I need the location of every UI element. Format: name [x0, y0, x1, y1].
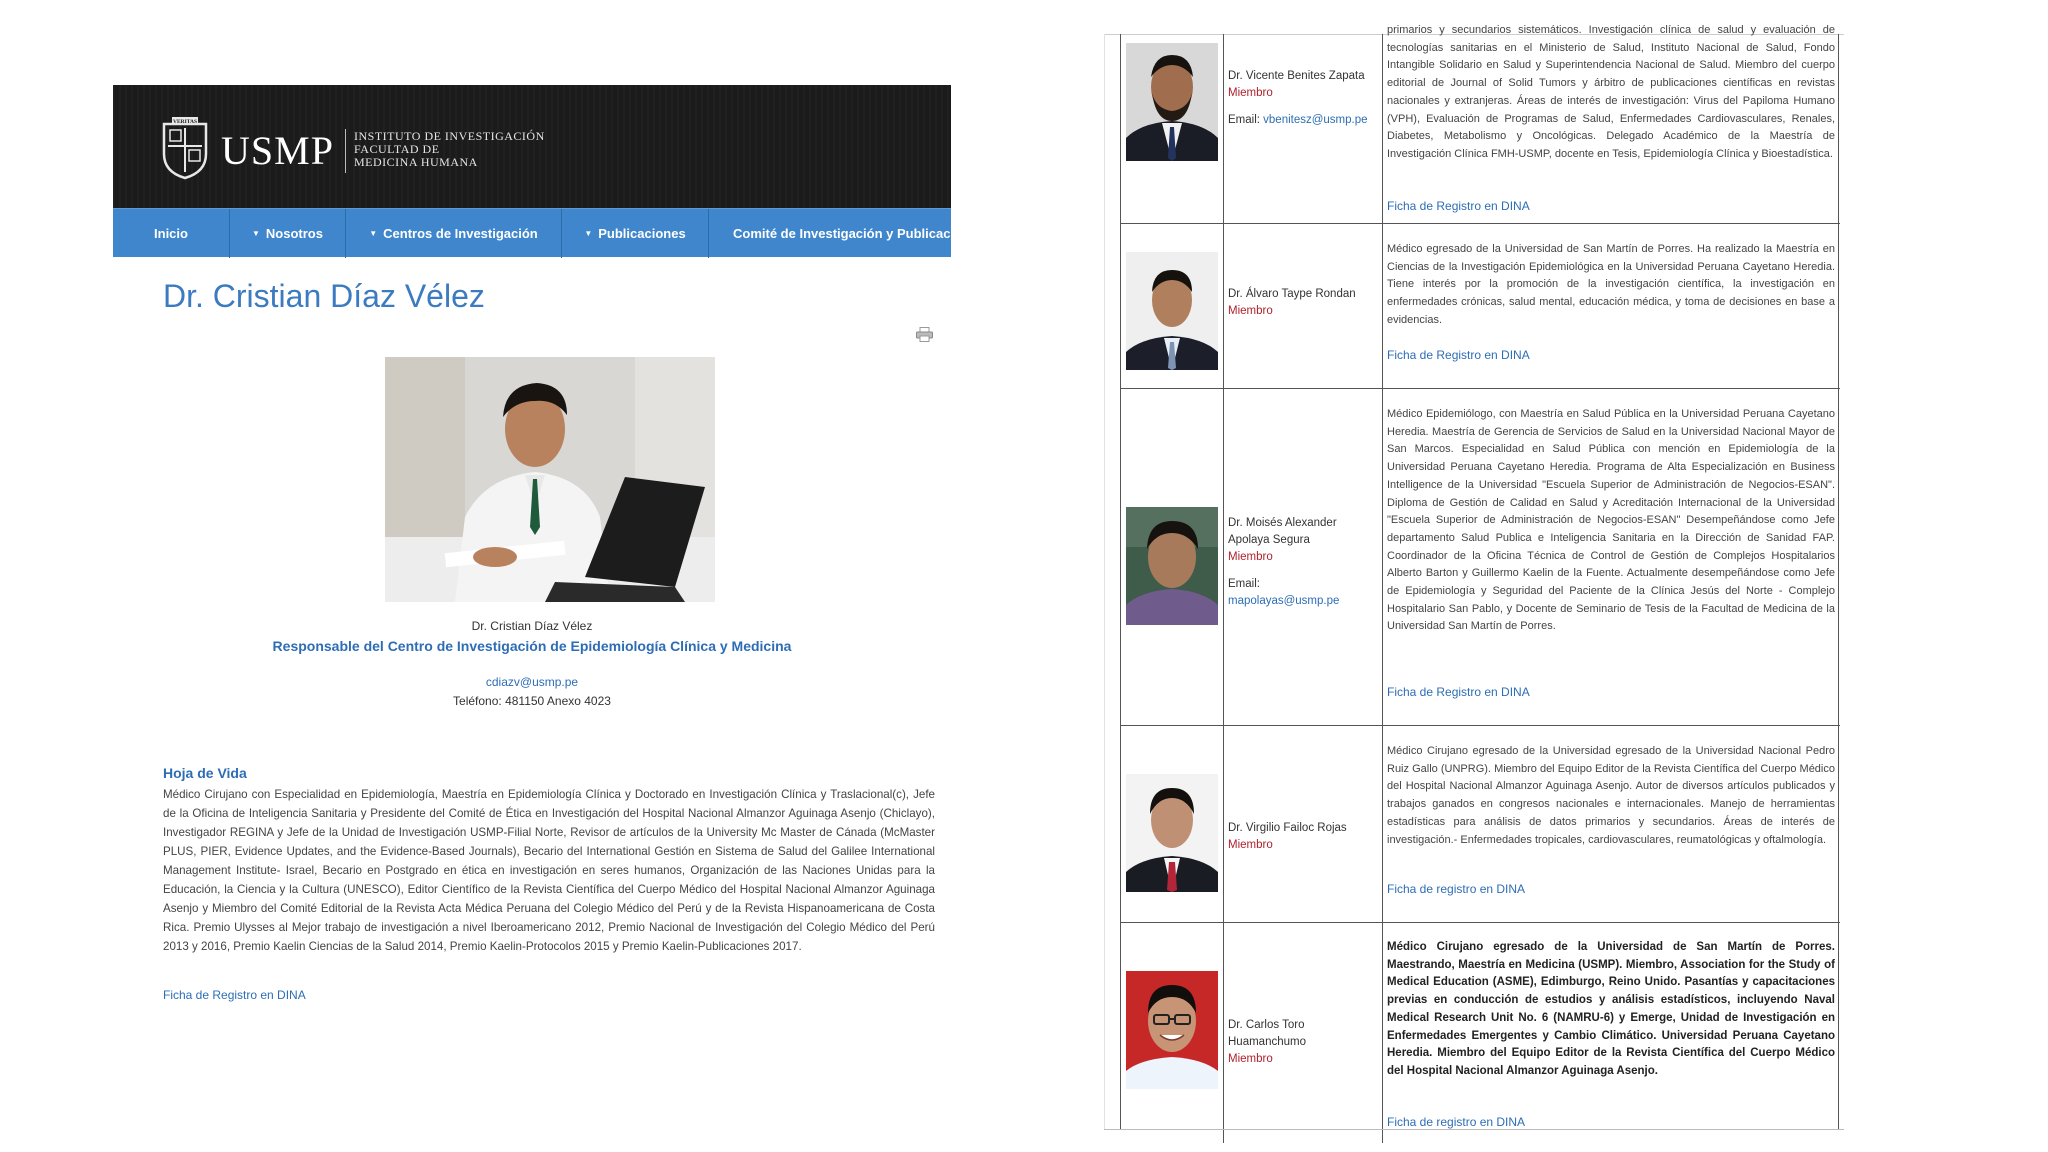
profile-email-link[interactable]: cdiazv@usmp.pe — [485, 675, 579, 689]
email-label: Email: — [1228, 578, 1260, 590]
member-photo — [1126, 43, 1218, 161]
member-name: Dr. Carlos Toro Huamanchumo — [1228, 1019, 1306, 1048]
description-cell — [1383, 923, 1840, 1143]
profile-role: Responsable del Centro de Investigación de Epidemiología Clínica y Medicina — [272, 638, 792, 654]
nav-item-centros[interactable] — [346, 209, 562, 258]
name-cell — [1224, 923, 1383, 1143]
divider — [1104, 34, 1105, 1130]
photo-cell — [1121, 34, 1224, 223]
nav-item-comite[interactable] — [709, 209, 951, 258]
nav-label: Nosotros — [265, 226, 323, 241]
member-role: Miembro — [1228, 1053, 1273, 1065]
table-row — [1121, 224, 1840, 389]
name-cell — [1224, 389, 1383, 725]
table-row — [1121, 726, 1840, 923]
member-name: Dr. Vicente Benites Zapata — [1228, 70, 1365, 82]
divider — [1104, 1129, 1844, 1130]
nav-label: Publicaciones — [598, 226, 686, 241]
member-description: Médico Cirujano egresado de la Universidad egresado de la Universidad Nacional Pedro Ruiz Gallo (UNPRG). Miembro del Equipo Editor de la Revista Científica del Cuerpo Médico del Hospital Nacional Almanzor Aguinaga Asenjo. Autor de diversos artículos publicados y trabajos ganados en congresos nacionales e internacionales. Manejo de herramientas estadísticas para análisis de datos primarios y secundarios. Áreas de interés de investigación.- Enfermedades tropicales, cardiovasculares, reumatológicas y oftalmología. — [1387, 745, 1835, 846]
logo-subtitle-line: FACULTAD DE — [354, 142, 440, 156]
dina-link[interactable]: Ficha de registro en DINA — [1387, 1115, 1526, 1129]
dropdown-caret-icon: ▼ — [584, 229, 593, 238]
member-role: Miembro — [1228, 551, 1273, 563]
member-info — [1228, 68, 1380, 129]
logo-separator — [345, 129, 346, 173]
member-info — [1228, 515, 1380, 610]
name-cell — [1224, 34, 1383, 223]
nav-label: Inicio — [154, 226, 188, 241]
description-cell — [1383, 726, 1840, 922]
members-table — [1120, 24, 1839, 1130]
dropdown-caret-icon: ▼ — [252, 229, 260, 238]
table-row — [1121, 923, 1840, 1143]
dina-link[interactable]: Ficha de registro en DINA — [1387, 882, 1526, 896]
member-name: Dr. Álvaro Taype Rondan — [1228, 288, 1356, 300]
dina-link[interactable]: Ficha de Registro en DINA — [1387, 685, 1530, 699]
page-title: Dr. Cristian Díaz Vélez — [163, 278, 485, 314]
member-description: Médico Epidemiólogo, con Maestría en Salud Pública en la Universidad Peruana Cayetano Heredia. Maestría de Gerencia de Servicios de Salud en la Universidad Nacional Mayor de San Marcos. Especialidad en Salud Pública con mención en Epidemiología de la Universidad Peruana Cayetano Heredia. Programa de Alta Especialización en Business Intelligence de la Universidad "Escuela Superior de Administración de Negocios-ESAN". Diploma de Gestión de Calidad en Salud y Acreditación Internacional de la Universidad "Escuela Superior de Administración de Negocios-ESAN" Desempeñándose como Jefe departamento Salud Publica e Inteligencia Sanitaria en la Dirección de Sanidad FAP. Coordinador de la Oficina Técnica de Control de Gestión de Complejos Hospitalarios Alberto Barton y Guillermo Kaelin de la Fuente. Actualmente desempeñándose como Jefe de Epidemiología y Seguridad del Paciente de la Clínica Jesús del Norte - Complejo Hospitalario San Pablo, y Docente de Seminario de Tesis de la Facultad de Medicina de la Universidad San Martín de Porres. — [1387, 408, 1835, 633]
name-cell — [1224, 726, 1383, 922]
photo-caption-name: Dr. Cristian Díaz Vélez — [471, 619, 593, 633]
photo-cell — [1121, 389, 1224, 725]
dropdown-caret-icon: ▼ — [369, 229, 378, 238]
dina-link[interactable]: Ficha de Registro en DINA — [1387, 199, 1530, 213]
description-cell — [1383, 389, 1840, 725]
logo-motto: VERITAS — [172, 119, 198, 125]
profile-page — [113, 85, 951, 1085]
site-banner — [113, 85, 951, 208]
member-photo — [1126, 252, 1218, 370]
logo-subtitle-line: INSTITUTO DE INVESTIGACIÓN — [354, 129, 545, 143]
nav-item-nosotros[interactable] — [230, 209, 346, 258]
nav-item-publicaciones[interactable] — [562, 209, 709, 258]
member-role: Miembro — [1228, 87, 1273, 99]
dina-link[interactable]: Ficha de Registro en DINA — [1387, 348, 1530, 362]
email-label-line — [1228, 112, 1380, 129]
email-label: Email: — [1228, 114, 1260, 126]
members-panel — [1104, 24, 1844, 1130]
print-icon[interactable] — [916, 327, 933, 342]
name-cell — [1224, 224, 1383, 388]
photo-cell — [1121, 224, 1224, 388]
nav-label: Centros de Investigación — [383, 226, 538, 241]
dina-link[interactable]: Ficha de Registro en DINA — [163, 988, 306, 1002]
member-role: Miembro — [1228, 839, 1273, 851]
member-name: Dr. Moisés Alexander Apolaya Segura — [1228, 517, 1337, 546]
logo-subtitle-line: MEDICINA HUMANA — [354, 155, 478, 169]
member-info — [1228, 286, 1380, 320]
table-row — [1121, 389, 1840, 726]
table-row — [1121, 24, 1840, 224]
university-shield-icon — [160, 114, 210, 180]
cv-heading: Hoja de Vida — [163, 765, 247, 781]
member-description: Médico egresado de la Universidad de San Martín de Porres. Ha realizado la Maestría en Ciencias de la Investigación Epidemiológica en la Universidad Peruana Cayetano Heredia. Tiene interés por la promoción de la investigación científica, la investigación en enfermedades crónicas, salud mental, educación médica, y toma de decisiones en base a evidencias. — [1387, 243, 1835, 326]
member-info — [1228, 820, 1380, 854]
nav-label: Comité de Investigación y Publicac — [733, 226, 951, 241]
member-email-link[interactable]: vbenitesz@usmp.pe — [1263, 114, 1368, 126]
description-cell — [1383, 224, 1840, 388]
logo-text: USMP — [221, 128, 334, 173]
member-info — [1228, 1017, 1380, 1068]
main-nav — [113, 208, 951, 257]
logo-subtitle — [354, 130, 545, 169]
member-photo — [1126, 507, 1218, 625]
profile-photo — [385, 357, 715, 602]
cv-text: Médico Cirujano con Especialidad en Epidemiología, Maestría en Epidemiología Clínica y Doctorado en Investigación Clínica y Traslacional(c), Jefe de la Oficina de Inteligencia Sanitaria y Presidente del Comité de Ética en Investigación del Hospital Nacional Almanzor Aguinaga Asenjo (Chiclayo), Investigador REGINA y Jefe de la Unidad de Investigación USMP-Filial Norte, Revisor de artículos de la University Mc Master de Cánada (McMaster PLUS, PIER, Evidence Updates, and the Evidence-Based Journals), Becario del International Gestión en Sistema de Salud del Galilee International Management Institute- Israel, Becario en Postgrado en ética en investigación en seres humanos, Organización de las Naciones Unidas para la Educación, la Ciencia y la Cultura (UNESCO), Editor Científico de la Revista Científica del Cuerpo Médico del Hospital Nacional Almanzor Aguinaga Asenjo y Miembro del Comité Editorial de la Revista Acta Médica Peruana del Colegio Médico del Perú y de la Revista Hispanoamericana de Costa Rica. Premio Ulysses al Mejor trabajo de investigación a nivel Iberoamericano 2012, Premio Nacional de Investigación del Colegio Médico del Perú 2013 y 2016, Premio Kaelin Ciencias de la Salud 2014, Premio Kaelin-Protocolos 2015 y Premio Kaelin-Publicaciones 2017. — [163, 788, 935, 953]
profile-phone: Teléfono: 481150 Anexo 4023 — [453, 694, 611, 708]
member-email-link[interactable]: mapolayas@usmp.pe — [1228, 595, 1340, 607]
member-photo — [1126, 774, 1218, 892]
member-name: Dr. Virgilio Failoc Rojas — [1228, 822, 1347, 834]
description-cell — [1383, 24, 1840, 223]
member-description: primarios y secundarios sistemáticos. Investigación clínica de salud y evaluación de tecnologías sanitarias en el Ministerio de Salud, Instituto Nacional de Salud, Fondo Intangible Solidario en Salud y Superintendencia Nacional de Salud. Miembro del cuerpo editorial de Journal of Solid Tumors y árbitro de publicaciones científicas en revistas nacionales y extranjeras. Áreas de interés de investigación: Virus del Papiloma Humano (VPH), Evaluación de Programas de Salud, Enfermedades Cardiovasculares, Renales, Diabetes, Metabolismo y Oncológicas. Delegado Académico de la Maestría de Investigación Clínica FMH-USMP, docente en Tesis, Epidemiología Clínica y Bioestadística. — [1387, 24, 1835, 160]
member-description: Médico Cirujano egresado de la Universidad de San Martín de Porres. Maestrando, Maestría en Medicina (USMP). Miembro, Association for the Study of Medical Education (ASME), Edimburgo, Reino Unido. Pasantías y capacitaciones previas en conducción de estudios y análisis estadísticos, incluyendo Naval Medical Research Unit No. 6 (NAMRU-6) y Emerge, Unidad de Investigación en Enfermedades Emergentes y Cambio Climático. Universidad Peruana Cayetano Heredia. Miembro del Equipo Editor de la Revista Científica del Cuerpo Médico del Hospital Nacional Almanzor Aguinaga Asenjo. — [1387, 941, 1835, 1077]
member-role: Miembro — [1228, 305, 1273, 317]
nav-item-inicio[interactable] — [113, 209, 230, 258]
photo-cell — [1121, 726, 1224, 922]
member-photo — [1126, 971, 1218, 1089]
photo-cell — [1121, 923, 1224, 1143]
